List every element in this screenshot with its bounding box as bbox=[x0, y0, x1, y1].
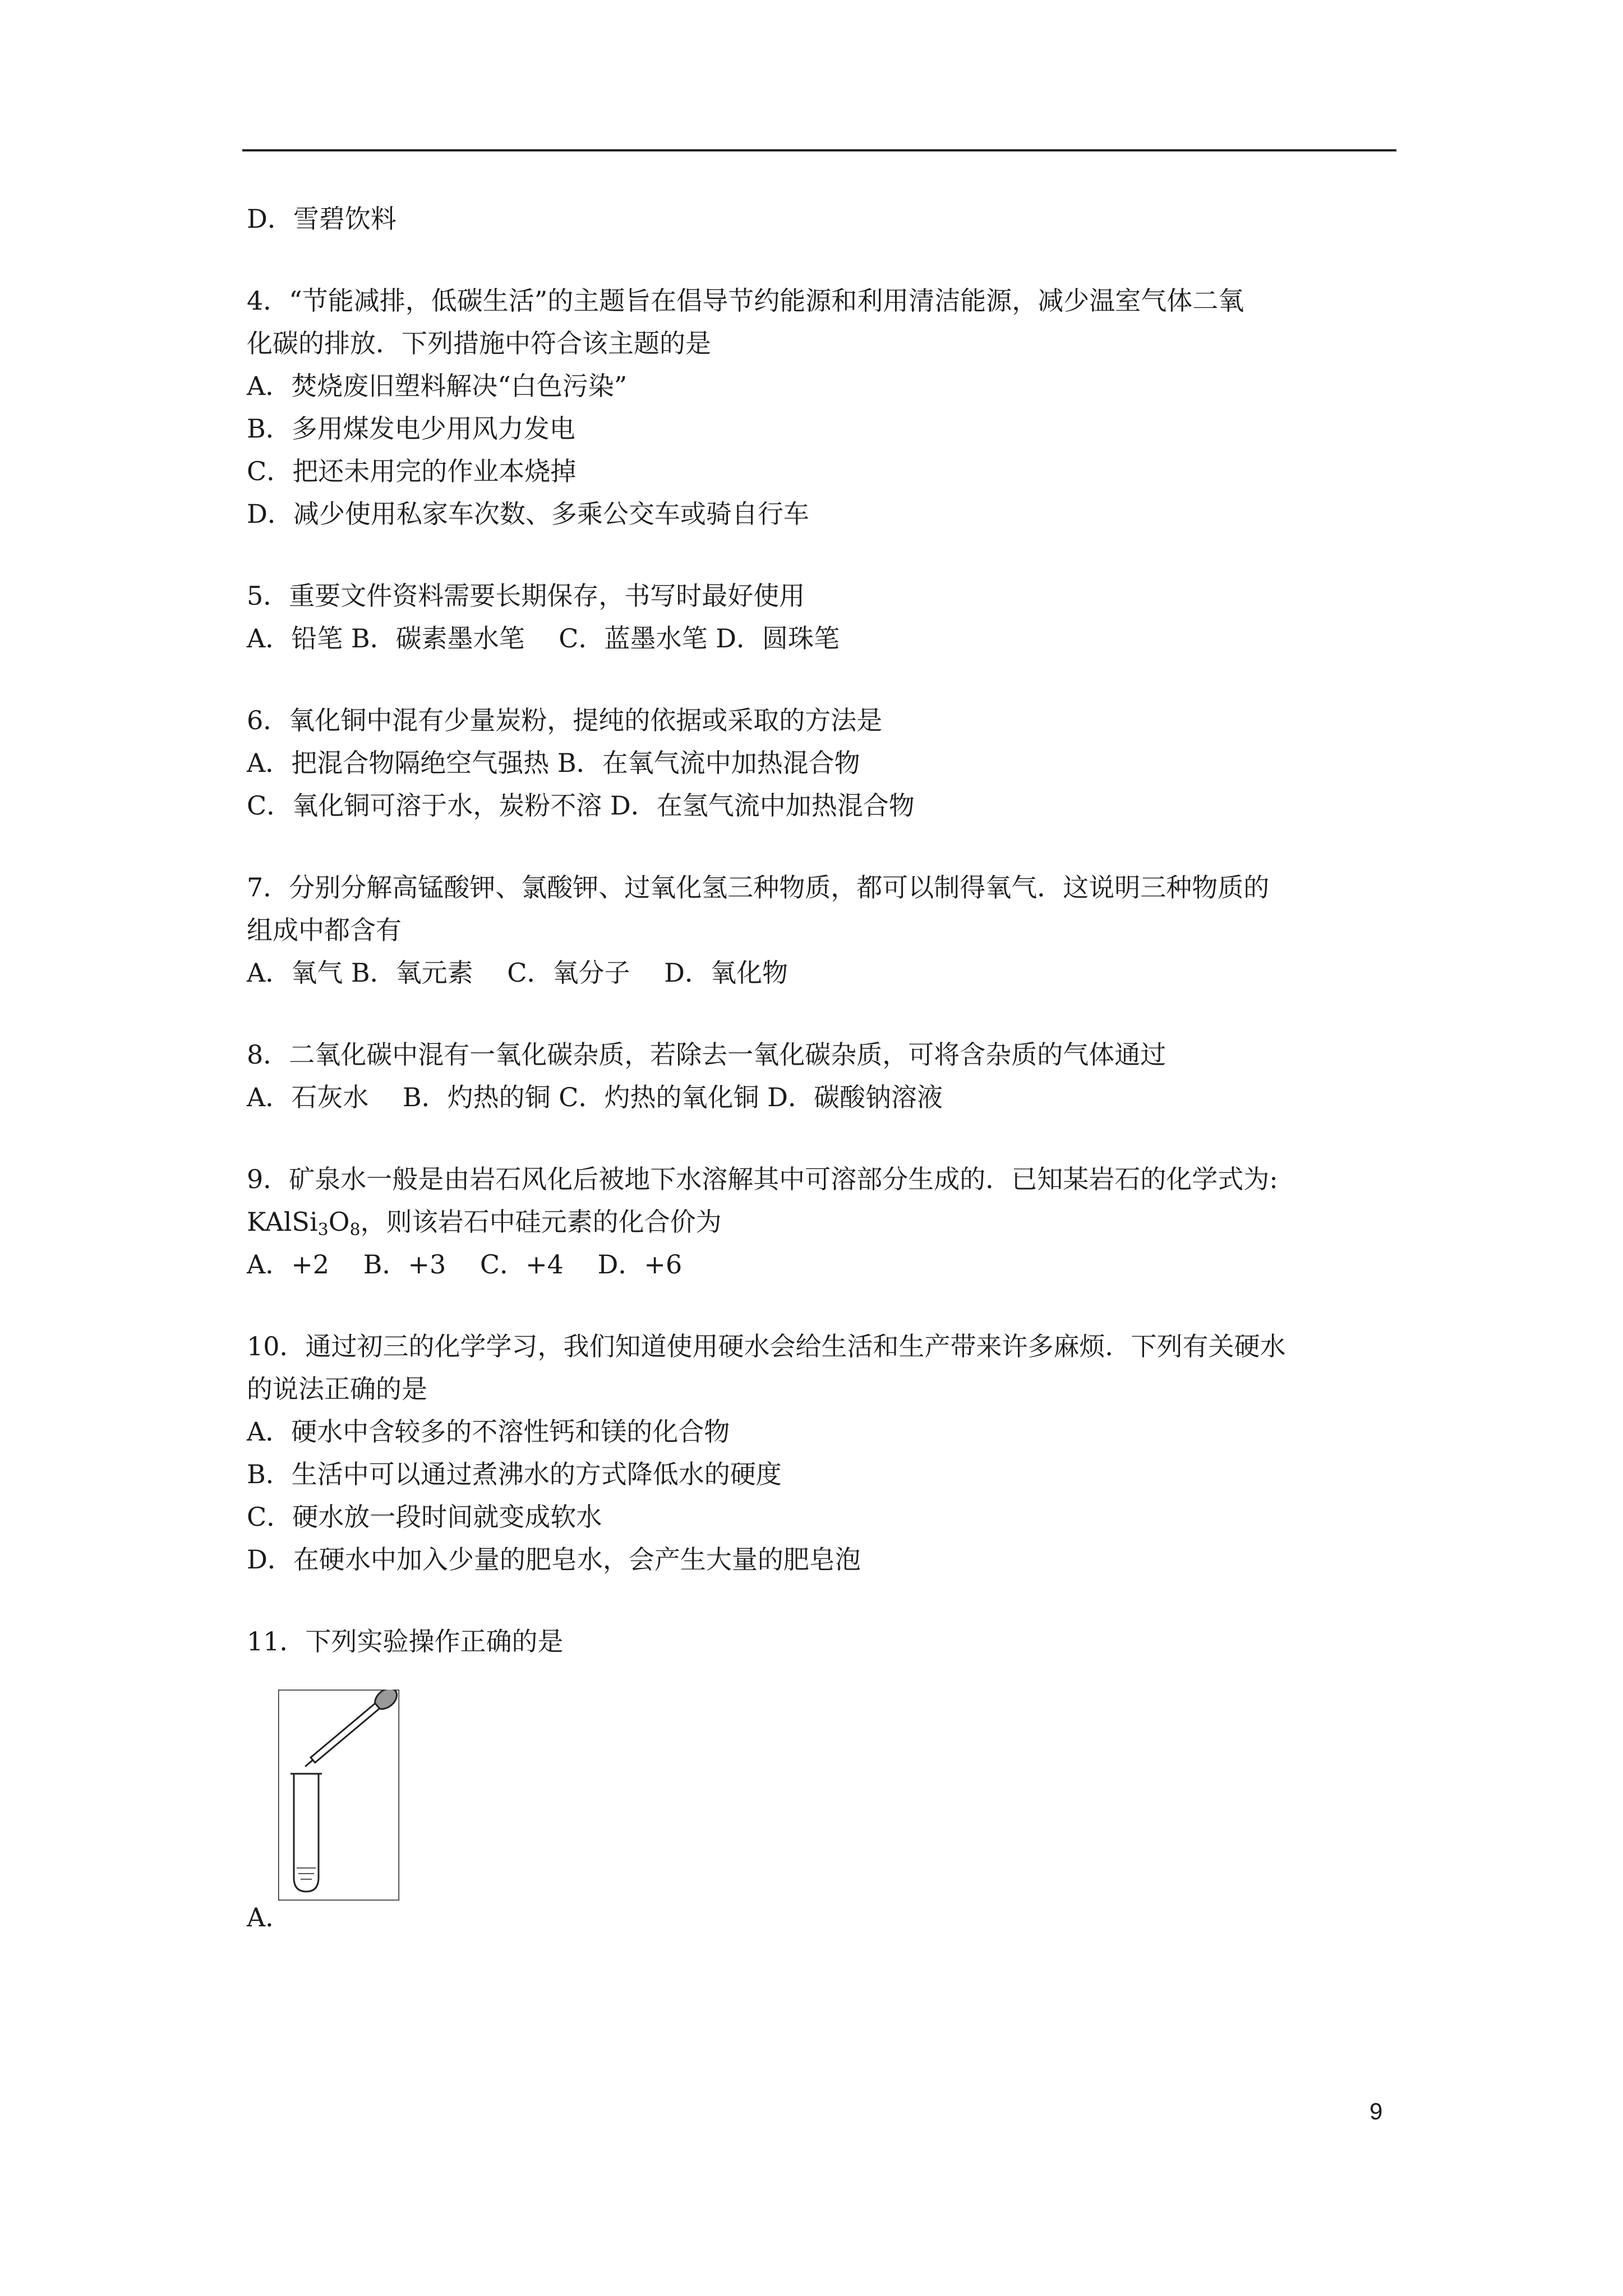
options-line: A．把混合物隔绝空气强热 B．在氧气流中加热混合物 bbox=[247, 748, 860, 778]
question-4 bbox=[247, 279, 1402, 535]
page-number: 9 bbox=[1370, 2098, 1383, 2124]
option-c: C．硬水放一段时间就变成软水 bbox=[247, 1502, 602, 1532]
options-line: A．+2 B．+3 C．+4 D．+6 bbox=[247, 1249, 683, 1280]
text-line: D．雪碧饮料 bbox=[247, 204, 396, 234]
option-d: D．减少使用私家车次数、多乘公交车或骑自行车 bbox=[247, 499, 809, 529]
options-line: A．铅笔 B．碳素墨水笔 C．蓝墨水笔 D．圆珠笔 bbox=[247, 623, 840, 654]
question-stem: 5．重要文件资料需要长期保存，书写时最好使用 bbox=[247, 581, 805, 611]
option-b: B．生活中可以通过煮沸水的方式降低水的硬度 bbox=[247, 1459, 782, 1489]
question-9 bbox=[247, 1158, 1402, 1286]
options-line: A．石灰水 B．灼热的铜 C．灼热的氧化铜 D．碳酸钠溶液 bbox=[247, 1082, 943, 1112]
question-stem: ，则该岩石中硅元素的化合价为 bbox=[360, 1207, 722, 1237]
question-stem: 化碳的排放．下列措施中符合该主题的是 bbox=[247, 328, 711, 358]
figure-option-label: A． bbox=[247, 1902, 292, 1932]
lab-apparatus-diagram bbox=[278, 1690, 399, 1901]
option-a: A．焚烧废旧塑料解决“白色污染” bbox=[247, 371, 628, 401]
dropper-test-tube-figure bbox=[278, 1690, 399, 1901]
question-stem: 8．二氧化碳中混有一氧化碳杂质，若除去一氧化碳杂质，可将含杂质的气体通过 bbox=[247, 1039, 1166, 1070]
option-a: A．硬水中含较多的不溶性钙和镁的化合物 bbox=[247, 1416, 730, 1447]
question-6 bbox=[247, 699, 1402, 827]
dropper-icon bbox=[299, 1690, 399, 1773]
question-stem: 6．氧化铜中混有少量炭粉，提纯的依据或采取的方法是 bbox=[247, 705, 883, 735]
question-stem: 10．通过初三的化学学习，我们知道使用硬水会给生活和生产带来许多麻烦．下列有关硬水 bbox=[247, 1331, 1286, 1361]
options-line: A．氧气 B．氧元素 C．氧分子 D．氧化物 bbox=[247, 958, 788, 988]
header-rule bbox=[242, 149, 1396, 151]
question-8 bbox=[247, 1033, 1402, 1119]
formula-text: KAlSi bbox=[247, 1207, 318, 1237]
option-b: B．多用煤发电少用风力发电 bbox=[247, 413, 575, 444]
question-list bbox=[247, 197, 1402, 1663]
options-line: C．氧化铜可溶于水，炭粉不溶 D．在氢气流中加热混合物 bbox=[247, 790, 915, 821]
question-stem: 的说法正确的是 bbox=[247, 1374, 427, 1404]
figure-frame bbox=[278, 1690, 399, 1901]
formula-text: O bbox=[328, 1207, 350, 1237]
question-stem: 组成中都含有 bbox=[247, 915, 402, 945]
question-block bbox=[247, 197, 1402, 240]
formula-subscript: 8 bbox=[349, 1220, 361, 1240]
option-d: D．在硬水中加入少量的肥皂水，会产生大量的肥皂泡 bbox=[247, 1544, 861, 1575]
question-11 bbox=[247, 1620, 1402, 1663]
question-7 bbox=[247, 866, 1402, 994]
question-stem: 7．分别分解高锰酸钾、氯酸钾、过氧化氢三种物质，都可以制得氧气．这说明三种物质的 bbox=[247, 872, 1270, 903]
question-stem: 9．矿泉水一般是由岩石风化后被地下水溶解其中可溶部分生成的．已知某岩石的化学式为: bbox=[247, 1164, 1278, 1194]
question-5 bbox=[247, 574, 1402, 660]
question-stem: 4．“节能减排，低碳生活”的主题旨在倡导节约能源和利用清洁能源，减少温室气体二氧 bbox=[247, 286, 1244, 316]
question-stem: 11．下列实验操作正确的是 bbox=[247, 1626, 564, 1657]
formula-line bbox=[247, 1200, 1402, 1243]
option-c: C．把还未用完的作业本烧掉 bbox=[247, 456, 577, 486]
question-10 bbox=[247, 1325, 1402, 1581]
formula-subscript: 3 bbox=[317, 1220, 329, 1240]
